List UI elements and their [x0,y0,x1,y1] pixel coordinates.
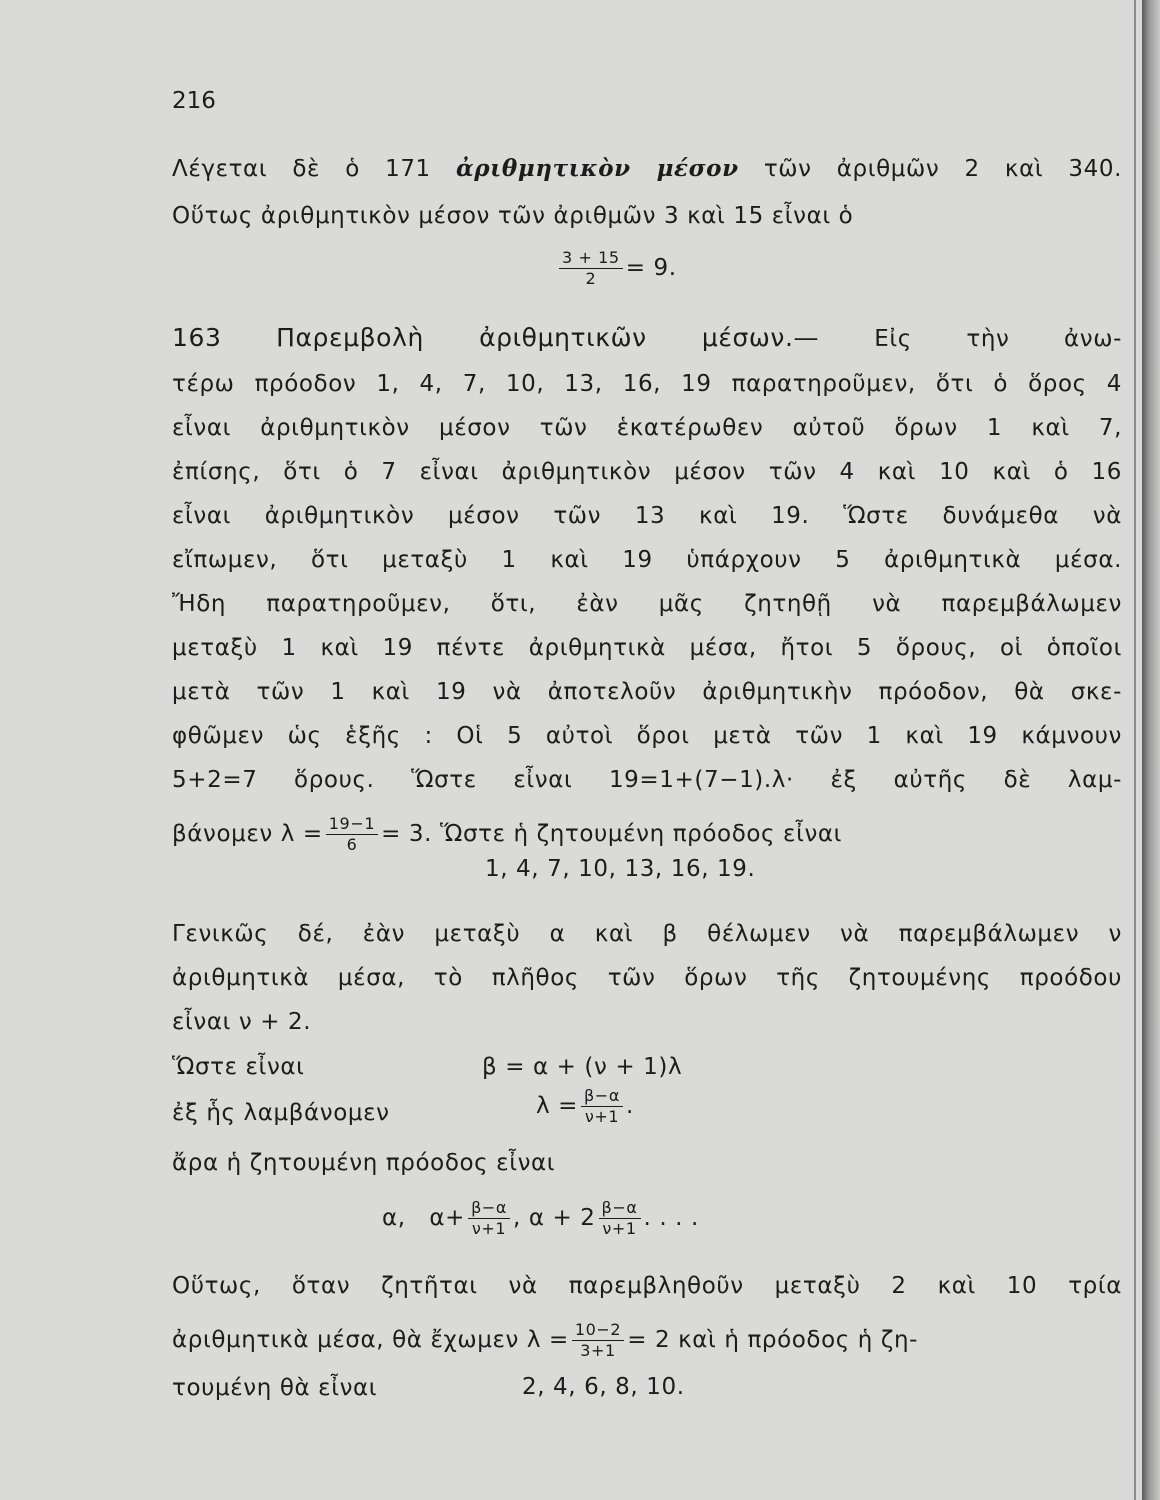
italic-term: ἀριθμητικὸν μέσον [455,155,739,182]
page-binding-edge [1142,0,1160,1500]
equation-beta: β = α + (ν + 1)λ [482,1054,683,1080]
general-line-3: εἶναι ν + 2. [172,1009,312,1035]
section-163-heading-line: 163 Παρεμβολὴ ἀριθμητικῶν μέσων.— Εἰς τὴν ἀνω- [172,323,1122,352]
section-title: Παρεμβολὴ ἀριθμητικῶν μέσων.— [276,323,875,352]
equation-lambda: λ = $\frac{\beta-\alpha}{\nu+1}$ . [536,1086,634,1126]
section-line-7: Ἤδη παρατηροῦμεν, ὅτι, ἐὰν μᾶς ζητηθῇ νὰ παρεμβάλωμεν [172,591,1122,617]
hoste-label: Ὥστε εἶναι [172,1054,305,1080]
ara-label: ἄρα ἡ ζητουμένη πρόοδος εἶναι [172,1150,556,1176]
section-line-12: βάνομεν λ = $\frac{19-1}{6}$ = 3. Ὥστε ἡ ζητουμένη πρόοδος εἶναι [172,814,843,854]
general-sequence: α, α+ $\frac{\beta-\alpha}{\nu+1}$ , α + 2 $\frac{\beta-\alpha}{\nu+1}$ . . . . [382,1198,699,1238]
example-line-2: ἀριθμητικὰ μέσα, θὰ ἔχωμεν λ = $\frac{10-2}{3+1}$ = 2 καὶ ἡ πρόοδος ἡ ζη- [172,1320,919,1360]
section-line-3: εἶναι ἀριθμητικὸν μέσον τῶν ἑκατέρωθεν αὐτοῦ ὅρων 1 καὶ 7, [172,415,1122,441]
section-line-4: ἐπίσης, ὅτι ὁ 7 εἶναι ἀριθμητικὸν μέσον τῶν 4 καὶ 10 καὶ ὁ 16 [172,459,1122,485]
section-line-10: φθῶμεν ὡς ἑξῆς : Οἱ 5 αὐτοὶ ὅροι μετὰ τῶν 1 καὶ 19 κάμνουν [172,723,1122,749]
example-line-1: Οὕτως, ὅταν ζητῆται νὰ παρεμβληθοῦν μεταξὺ 2 καὶ 10 τρία [172,1273,1122,1299]
progression-sequence: 1, 4, 7, 10, 13, 16, 19. [485,856,756,882]
paragraph-1-line-2: Οὕτως ἀριθμητικὸν μέσον τῶν ἀριθμῶν 3 καὶ 15 εἶναι ὁ [172,203,854,229]
section-line-2: τέρω πρόοδον 1, 4, 7, 10, 13, 16, 19 παρατηροῦμεν, ὅτι ὁ ὅρος 4 [172,371,1122,397]
mean-formula: $\frac{3 + 15}{2}$ = 9. [556,248,677,289]
ex-is-label: ἐξ ἧς λαμβάνομεν [172,1100,390,1126]
section-line-6: εἴπωμεν, ὅτι μεταξὺ 1 καὶ 19 ὑπάρχουν 5 ἀριθμητικὰ μέσα. [172,547,1122,573]
general-line-1: Γενικῶς δέ, ἐὰν μεταξὺ α καὶ β θέλωμεν νὰ παρεμβάλωμεν ν [172,921,1122,947]
example-sequence: 2, 4, 6, 8, 10. [522,1374,685,1400]
paragraph-1-line-1: Λέγεται δὲ ὁ 171 ἀριθμητικὸν μέσον τῶν ἀριθμῶν 2 καὶ 340. [172,155,1123,182]
section-line-11: 5+2=7 ὅρους. Ὥστε εἶναι 19=1+(7−1).λ· ἐξ αὐτῆς δὲ λαμ- [172,767,1122,793]
section-line-9: μετὰ τῶν 1 καὶ 19 νὰ ἀποτελοῦν ἀριθμητικὴν πρόοδον, θὰ σκε- [172,679,1122,705]
section-line-5: εἶναι ἀριθμητικὸν μέσον τῶν 13 καὶ 19. Ὥστε δυνάμεθα νὰ [172,503,1122,529]
example-line-3: τουμένη θὰ εἶναι [172,1375,378,1401]
page-edge-line [1134,0,1136,1500]
page-number: 216 [172,88,216,114]
section-line-8: μεταξὺ 1 καὶ 19 πέντε ἀριθμητικὰ μέσα, ἤτοι 5 ὅρους, οἱ ὁποῖοι [172,635,1122,661]
general-line-2: ἀριθμητικὰ μέσα, τὸ πλῆθος τῶν ὅρων τῆς ζητουμένης προόδου [172,965,1122,991]
section-number: 163 [172,323,222,352]
